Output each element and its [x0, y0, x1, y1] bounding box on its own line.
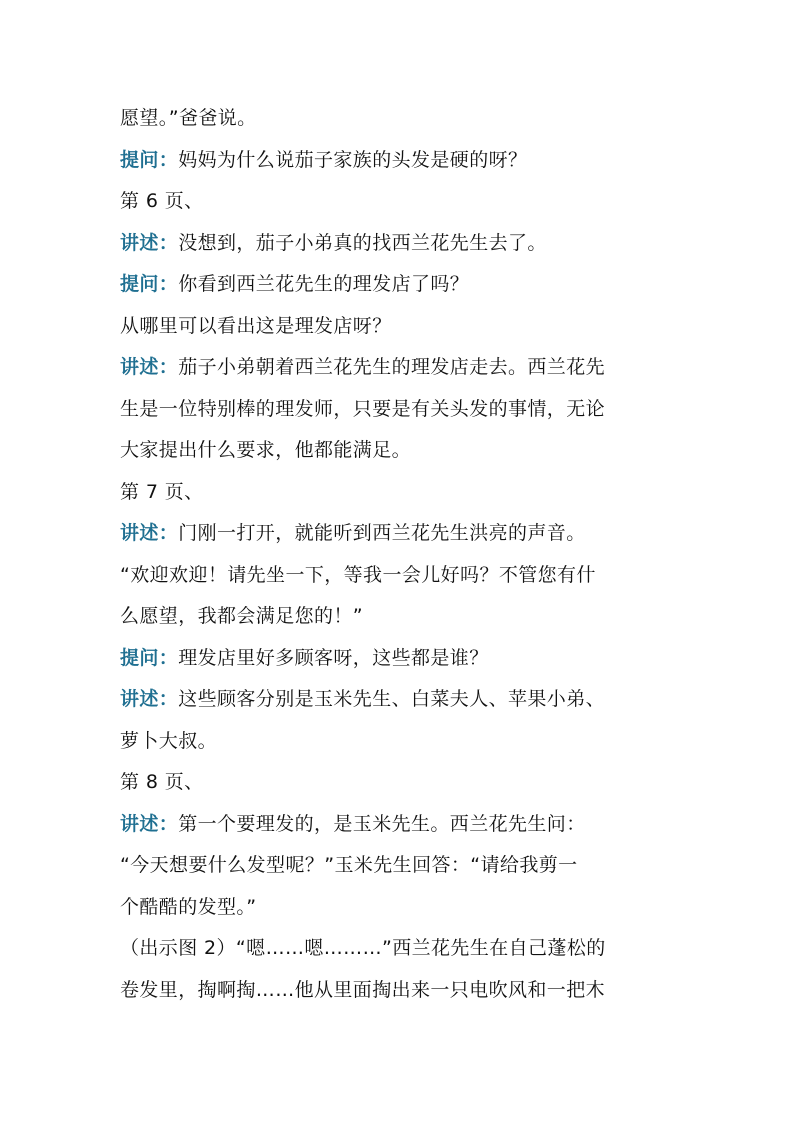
- text-line-8: [120, 389, 680, 431]
- line-text: 萝卜大叔。: [120, 729, 218, 752]
- line-text: 卷发里，掏啊掏……他从里面掏出来一只电吹风和一把木: [120, 978, 606, 1001]
- line-text: 个酷酷的发型。”: [120, 895, 257, 918]
- text-line-6: [120, 306, 680, 348]
- line-text: 没想到，茄子小弟真的找西兰花先生去了。: [178, 231, 547, 254]
- line-text: 你看到西兰花先生的理发店了吗？: [178, 273, 470, 295]
- line-label: 讲述：: [120, 522, 179, 544]
- line-text: 门刚一打开，就能听到西兰花先生洪亮的声音。: [178, 522, 586, 544]
- text-line-4: [120, 223, 680, 265]
- line-text: 生是一位特别棒的理发师，只要是有关头发的事情，无论: [120, 397, 606, 420]
- line-text: 茄子小弟朝着西兰花先生的理发店走去。西兰花先: [178, 356, 606, 378]
- line-text: 大家提出什么要求，他都能满足。: [120, 439, 412, 461]
- text-line-16: [120, 721, 680, 763]
- text-line-11: [120, 513, 680, 555]
- line-text: “欢迎欢迎！请先坐一下，等我一会儿好吗？不管您有什: [120, 563, 596, 586]
- line-label: 讲述：: [120, 356, 179, 378]
- line-text: “今天想要什么发型呢？”玉米先生回答：“请给我剪一: [120, 854, 578, 876]
- text-line-18: [120, 804, 680, 846]
- line-text: 妈妈为什么说茄子家族的头发是硬的呀？: [178, 148, 528, 171]
- text-line-15: [120, 679, 680, 721]
- line-text: 第 6 页、: [120, 190, 204, 212]
- text-line-5: [120, 264, 680, 306]
- line-text: 这些顾客分别是玉米先生、白菜夫人、苹果小弟、: [178, 688, 606, 710]
- line-label: 讲述：: [120, 812, 179, 835]
- line-text: 第 8 页、: [120, 771, 204, 793]
- line-text: 从哪里可以看出这是理发店呀？: [120, 314, 392, 337]
- line-text: 第一个要理发的，是玉米先生。西兰花先生问：: [178, 812, 586, 835]
- text-line-19: [120, 845, 680, 887]
- line-text: 么愿望，我都会满足您的！”: [120, 605, 364, 627]
- document-body: [120, 98, 680, 1011]
- text-line-17: [120, 762, 680, 804]
- line-text: 第 7 页、: [120, 480, 204, 503]
- line-label: 提问：: [120, 646, 179, 669]
- text-line-9: [120, 430, 680, 472]
- line-text: 理发店里好多顾客呀，这些都是谁？: [178, 646, 489, 669]
- text-line-20: [120, 887, 680, 929]
- text-line-7: [120, 347, 680, 389]
- text-line-12: [120, 555, 680, 597]
- line-text: （出示图 2）“嗯……嗯………”西兰花先生在自己蓬松的: [120, 937, 606, 959]
- text-line-3: [120, 181, 680, 223]
- text-line-2: [120, 140, 680, 182]
- text-line-1: [120, 98, 680, 140]
- line-label: 讲述：: [120, 231, 179, 254]
- text-line-14: [120, 638, 680, 680]
- line-label: 提问：: [120, 148, 179, 171]
- text-line-13: [120, 596, 680, 638]
- text-line-21: [120, 928, 680, 970]
- line-label: 提问：: [120, 273, 179, 295]
- text-line-22: [120, 970, 680, 1012]
- line-label: 讲述：: [120, 688, 179, 710]
- line-text: 愿望。”爸爸说。: [120, 107, 257, 129]
- text-line-10: [120, 472, 680, 514]
